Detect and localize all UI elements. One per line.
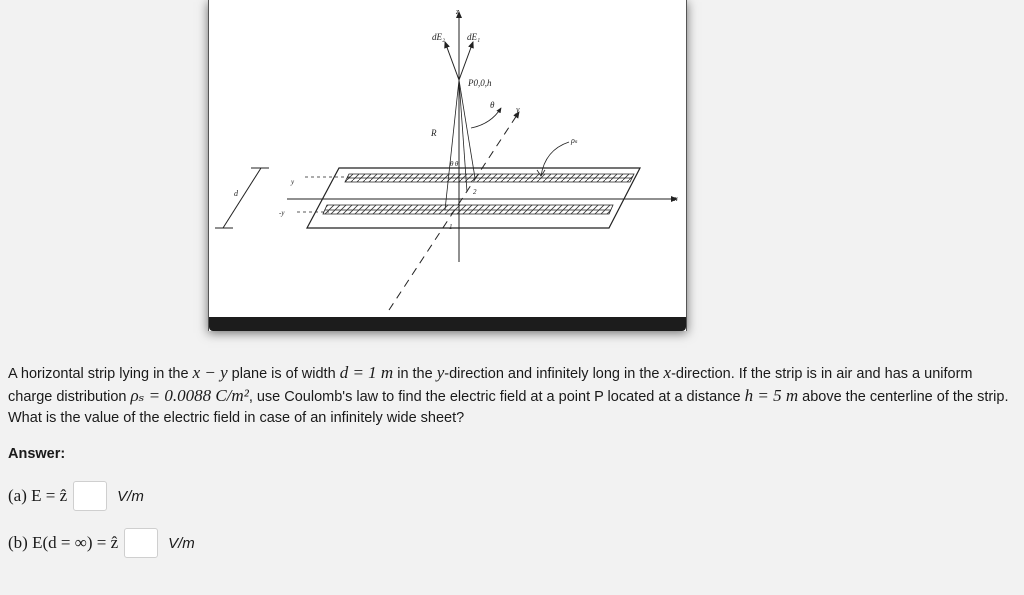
r-label: R (431, 128, 437, 138)
width-dimension (223, 168, 261, 228)
figure-frame (208, 0, 687, 331)
y-label-left: y (291, 178, 295, 186)
answer-b-unit: V/m (168, 534, 195, 552)
point-2-label: 2 (473, 188, 477, 196)
dE1-label: dE₁ (467, 32, 481, 42)
dE1-vector (459, 42, 473, 80)
neg-y-label: -y (279, 209, 285, 217)
figure-bottom-bar (209, 317, 686, 331)
answer-row-a (8, 481, 144, 511)
answer-a-prefix: (a) E = ẑ (8, 486, 68, 505)
y-axis-label-top: y (516, 105, 520, 114)
answer-a-unit: V/m (117, 487, 144, 505)
point-1-label: 1 (449, 223, 453, 231)
dE2-label: dE₂ (432, 32, 446, 42)
answer-b-prefix: (b) E(d = ∞) = ẑ (8, 533, 119, 552)
hatched-band-bottom (323, 205, 613, 214)
strip-diagram (209, 0, 686, 331)
dE2-vector (445, 42, 459, 80)
answer-row-b (8, 528, 195, 558)
theta-label: θ (490, 100, 495, 110)
answer-b-input[interactable] (124, 528, 158, 558)
answer-label: Answer: (8, 446, 66, 462)
d-label: d (234, 189, 238, 198)
x-axis-label: x (674, 194, 678, 203)
question-text: A horizontal strip lying in the x − y plane is of width d = 1 m in the y-direction and infinitely long in the x-direction. If the strip is in air and has a uniform charge distribution ρₛ = 0.0088 C/m², use Coulomb's law to find the electric field at a point P located at a distance h = 5 m above the centerline of the strip. What is the value of the electric field in case of an infinitely wide sheet? (8, 363, 1009, 426)
theta-pair-label: θ θ (450, 160, 459, 168)
answer-a-input[interactable] (73, 481, 107, 511)
z-label: z (456, 7, 460, 16)
rho-label: ρₛ (571, 136, 578, 145)
point-label: P0,0,h (468, 78, 492, 88)
